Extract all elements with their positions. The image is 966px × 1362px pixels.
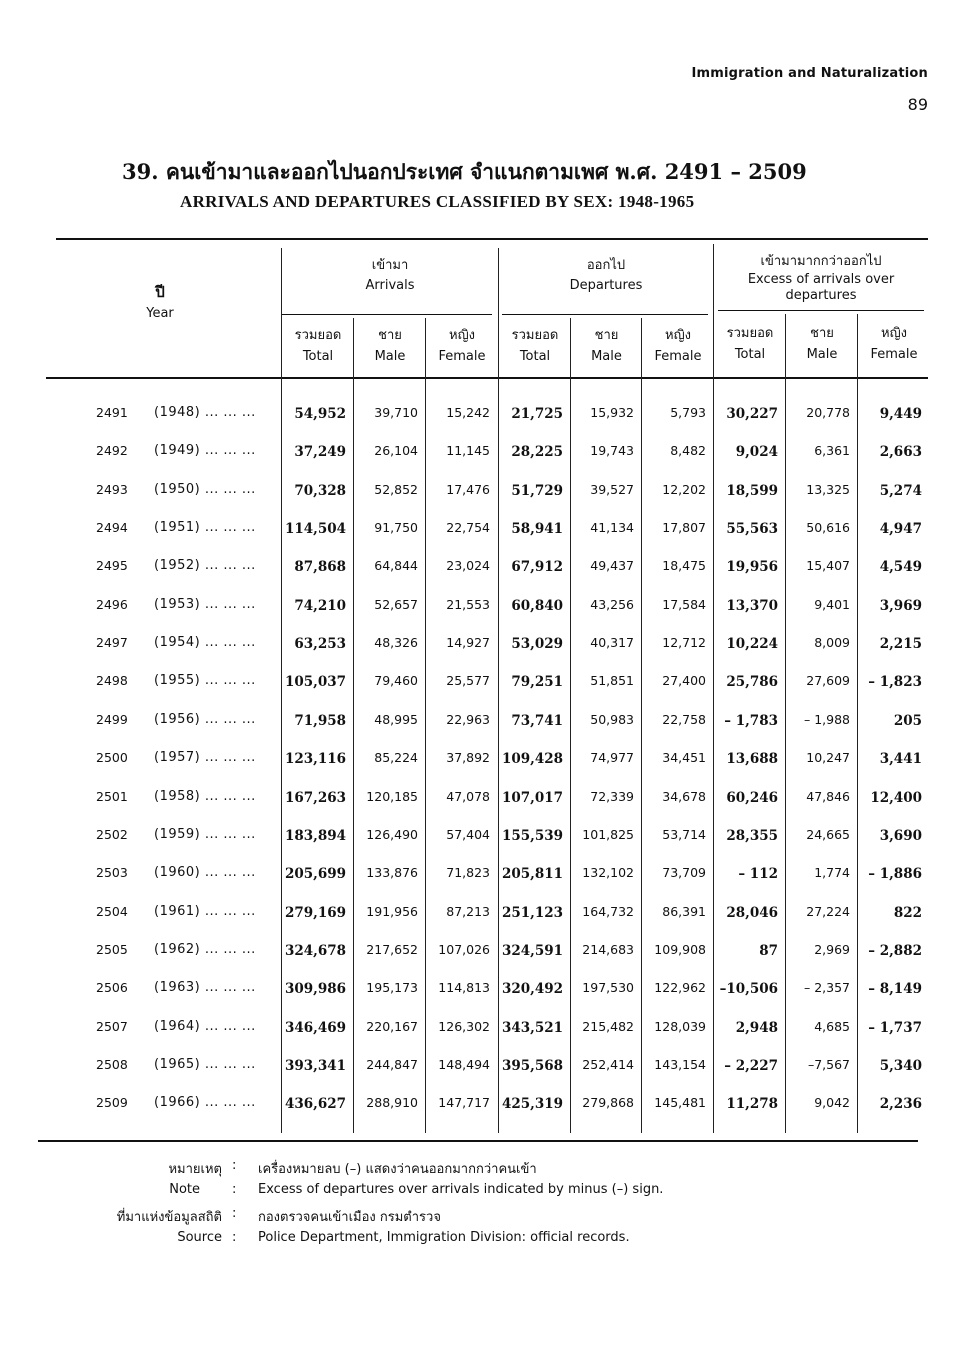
year-buddhist-era: 2495 (96, 558, 128, 574)
year-gregorian: (1950) ... ... ... (154, 481, 256, 497)
cell-dep-total: 320,492 (501, 981, 563, 998)
subheader-english: Female (870, 347, 918, 362)
cell-exc-female: 9,449 (879, 406, 922, 422)
cell-exc-total: 30,227 (726, 406, 778, 422)
year-gregorian: (1965) ... ... ... (154, 1056, 256, 1072)
subheader-thai: หญิง (449, 328, 475, 343)
cell-exc-male: 15,407 (806, 558, 850, 574)
cell-dep-total: 28,225 (511, 444, 563, 461)
cell-exc-female: 2,663 (879, 444, 922, 461)
cell-dep-female: 12,202 (662, 481, 706, 497)
cell-arr-total: 279,169 (284, 904, 346, 921)
cell-exc-female: – 1,823 (868, 674, 922, 691)
cell-exc-total: 28,046 (726, 904, 778, 921)
year-header-english: Year (146, 306, 174, 321)
excess-header-english-1: Excess of arrivals over (747, 272, 895, 287)
arrivals-underline (282, 314, 492, 315)
year-gregorian: (1956) ... ... ... (154, 711, 256, 727)
top-rule (56, 238, 928, 240)
subheader-thai: ชาย (810, 326, 834, 341)
arrivals-header-english: Arrivals (365, 278, 415, 293)
cell-dep-male: 72,339 (590, 788, 634, 804)
subheader-thai: รวมยอด (511, 328, 559, 343)
year-buddhist-era: 2492 (96, 443, 128, 459)
cell-dep-female: 27,400 (662, 673, 706, 689)
cell-exc-total: 2,948 (735, 1019, 778, 1036)
year-buddhist-era: 2494 (96, 520, 128, 536)
excess-total-header (714, 326, 786, 363)
cell-arr-female: 22,754 (446, 520, 490, 536)
table-row (0, 397, 966, 435)
cell-arr-male: 52,852 (374, 481, 418, 497)
cell-arr-total: 393,341 (284, 1057, 346, 1074)
cell-arr-male: 64,844 (374, 558, 418, 574)
cell-exc-female: 5,340 (879, 1057, 922, 1074)
cell-exc-female: 2,236 (879, 1096, 922, 1113)
cell-arr-male: 91,750 (374, 520, 418, 536)
subheader-thai: ชาย (378, 328, 402, 343)
subheader-english: Total (519, 349, 551, 364)
title-thai: 39. คนเข้ามาและออกไปนอกประเทศ จำแนกตามเพศ พ.ศ. 2491 – 2509 (122, 159, 807, 184)
cell-dep-total: 60,840 (511, 597, 563, 614)
cell-arr-male: 244,847 (366, 1056, 418, 1072)
cell-dep-male: 41,134 (590, 520, 634, 536)
cell-dep-male: 215,482 (582, 1018, 634, 1034)
departures-header-english: Departures (569, 278, 643, 293)
cell-exc-female: 4,947 (879, 521, 922, 538)
cell-arr-total: 346,469 (284, 1019, 346, 1036)
cell-arr-male: 217,652 (366, 941, 418, 957)
cell-dep-female: 17,584 (662, 596, 706, 612)
departures-header (499, 258, 713, 294)
cell-arr-female: 147,717 (438, 1095, 490, 1111)
cell-dep-male: 164,732 (582, 903, 634, 919)
year-gregorian: (1957) ... ... ... (154, 750, 256, 766)
cell-arr-male: 26,104 (374, 443, 418, 459)
year-buddhist-era: 2498 (96, 673, 128, 689)
cell-arr-male: 48,326 (374, 635, 418, 651)
cell-arr-female: 23,024 (446, 558, 490, 574)
year-buddhist-era: 2500 (96, 750, 128, 766)
cell-arr-female: 14,927 (446, 635, 490, 651)
year-gregorian: (1959) ... ... ... (154, 826, 256, 842)
arrivals-male-header (354, 328, 426, 365)
table-row (0, 781, 966, 819)
cell-arr-total: 205,699 (284, 866, 346, 883)
cell-exc-female: – 8,149 (868, 981, 922, 998)
cell-exc-male: 6,361 (814, 443, 850, 459)
table-row (0, 550, 966, 588)
cell-dep-female: 34,678 (662, 788, 706, 804)
cell-exc-female: 5,274 (879, 482, 922, 499)
subheader-thai: ชาย (594, 328, 619, 343)
source-text-thai: กองตรวจคนเข้าเมือง กรมตำรวจ (258, 1210, 441, 1225)
cell-dep-female: 109,908 (654, 941, 706, 957)
cell-dep-total: 425,319 (501, 1096, 563, 1113)
cell-dep-total: 79,251 (511, 674, 563, 691)
cell-arr-female: 148,494 (438, 1056, 490, 1072)
cell-dep-total: 155,539 (501, 827, 563, 844)
cell-exc-total: 9,024 (735, 444, 778, 461)
cell-exc-total: 25,786 (726, 674, 778, 691)
cell-dep-female: 143,154 (654, 1056, 706, 1072)
year-gregorian: (1962) ... ... ... (154, 941, 256, 957)
cell-dep-total: 58,941 (511, 521, 563, 538)
cell-dep-total: 21,725 (511, 406, 563, 422)
subheader-english: Male (806, 347, 838, 362)
cell-arr-total: 74,210 (294, 597, 346, 614)
year-gregorian: (1958) ... ... ... (154, 788, 256, 804)
cell-arr-female: 11,145 (446, 443, 490, 459)
cell-exc-male: 13,325 (806, 481, 850, 497)
year-buddhist-era: 2508 (96, 1056, 128, 1072)
cell-exc-female: 2,215 (879, 636, 922, 653)
year-gregorian: (1949) ... ... ... (154, 443, 256, 459)
cell-exc-female: 12,400 (870, 789, 922, 806)
cell-exc-female: 3,441 (879, 751, 922, 768)
source-label: Source (177, 1230, 222, 1245)
year-header-thai: ปี (155, 283, 165, 301)
year-gregorian: (1964) ... ... ... (154, 1018, 256, 1034)
arrivals-female-header (426, 328, 498, 365)
cell-dep-male: 214,683 (582, 941, 634, 957)
cell-dep-female: 34,451 (662, 750, 706, 766)
cell-exc-female: 4,549 (879, 559, 922, 576)
cell-exc-female: – 2,882 (868, 942, 922, 959)
cell-exc-total: 10,224 (726, 636, 778, 653)
cell-dep-total: 53,029 (511, 636, 563, 653)
table-row (0, 704, 966, 742)
cell-arr-total: 436,627 (284, 1096, 346, 1113)
note-text: Excess of departures over arrivals indicated by minus (–) sign. (258, 1182, 664, 1197)
cell-dep-male: 49,437 (590, 558, 634, 574)
cell-dep-male: 15,932 (590, 405, 634, 420)
cell-dep-female: 22,758 (662, 711, 706, 727)
year-gregorian: (1955) ... ... ... (154, 673, 256, 689)
cell-dep-male: 74,977 (590, 750, 634, 766)
cell-exc-total: 28,355 (726, 827, 778, 844)
remark-colon: : (232, 1158, 237, 1173)
cell-arr-male: 39,710 (374, 405, 418, 420)
cell-exc-total: 18,599 (726, 482, 778, 499)
year-buddhist-era: 2503 (96, 865, 128, 881)
cell-dep-total: 251,123 (501, 904, 563, 921)
cell-exc-total: 55,563 (726, 521, 778, 538)
year-gregorian: (1960) ... ... ... (154, 865, 256, 881)
cell-dep-male: 197,530 (582, 980, 634, 996)
cell-dep-total: 324,591 (501, 942, 563, 959)
cell-exc-female: 822 (893, 904, 922, 921)
cell-dep-total: 109,428 (501, 751, 563, 768)
cell-arr-female: 25,577 (446, 673, 490, 689)
cell-arr-female: 114,813 (438, 980, 490, 996)
subheader-english: Female (654, 349, 702, 364)
cell-dep-female: 145,481 (654, 1095, 706, 1111)
cell-arr-total: 37,249 (294, 444, 346, 461)
subheader-english: Total (734, 347, 766, 362)
cell-exc-male: 1,774 (814, 865, 850, 881)
cell-arr-male: 126,490 (366, 826, 418, 842)
cell-arr-total: 70,328 (294, 482, 346, 499)
cell-dep-male: 39,527 (590, 481, 634, 497)
cell-exc-female: – 1,737 (868, 1019, 922, 1036)
cell-arr-female: 15,242 (446, 405, 490, 420)
cell-dep-male: 132,102 (582, 865, 634, 881)
cell-dep-female: 5,793 (670, 405, 706, 420)
cell-dep-female: 128,039 (654, 1018, 706, 1034)
cell-arr-total: 123,116 (284, 751, 346, 768)
year-buddhist-era: 2509 (96, 1095, 128, 1111)
departures-header-thai: ออกไป (586, 258, 626, 273)
source-colon: : (232, 1206, 237, 1221)
table-row (0, 589, 966, 627)
cell-arr-total: 54,952 (294, 406, 346, 422)
cell-arr-male: 48,995 (374, 711, 418, 727)
cell-arr-female: 37,892 (446, 750, 490, 766)
cell-arr-female: 21,553 (446, 596, 490, 612)
excess-header (714, 254, 928, 304)
cell-exc-male: 10,247 (806, 750, 850, 766)
table-row (0, 1049, 966, 1087)
table-row (0, 474, 966, 512)
title-english: ARRIVALS AND DEPARTURES CLASSIFIED BY SEX: 1948-1965 (180, 192, 695, 211)
year-header (130, 284, 190, 322)
cell-arr-total: 114,504 (284, 521, 346, 538)
departures-underline (502, 314, 708, 315)
year-buddhist-era: 2501 (96, 788, 128, 804)
subheader-thai: หญิง (881, 326, 907, 341)
bottom-rule (38, 1140, 918, 1142)
cell-arr-male: 52,657 (374, 596, 418, 612)
cell-exc-male: – 2,357 (803, 980, 850, 996)
arrivals-total-header (282, 328, 354, 365)
arrivals-header-thai: เข้ามา (371, 258, 409, 273)
year-gregorian: (1951) ... ... ... (154, 520, 256, 536)
year-buddhist-era: 2491 (96, 405, 128, 420)
year-gregorian: (1954) ... ... ... (154, 635, 256, 651)
cell-arr-total: 71,958 (294, 712, 346, 729)
cell-exc-male: – 1,988 (803, 711, 850, 727)
year-gregorian: (1963) ... ... ... (154, 980, 256, 996)
cell-arr-male: 133,876 (366, 865, 418, 881)
cell-exc-male: 20,778 (806, 405, 850, 420)
table-row (0, 512, 966, 550)
cell-arr-male: 191,956 (366, 903, 418, 919)
cell-dep-total: 107,017 (501, 789, 563, 806)
cell-dep-female: 17,807 (662, 520, 706, 536)
cell-exc-male: 4,685 (814, 1018, 850, 1034)
running-title: Immigration and Naturalization (691, 66, 928, 81)
year-buddhist-era: 2497 (96, 635, 128, 651)
cell-dep-female: 122,962 (654, 980, 706, 996)
table-row (0, 896, 966, 934)
cell-dep-total: 73,741 (511, 712, 563, 729)
cell-dep-total: 67,912 (511, 559, 563, 576)
year-buddhist-era: 2505 (96, 941, 128, 957)
table-row (0, 742, 966, 780)
cell-arr-female: 87,213 (446, 903, 490, 919)
cell-dep-total: 51,729 (511, 482, 563, 499)
cell-exc-male: 27,224 (806, 903, 850, 919)
page-header (691, 66, 928, 114)
cell-arr-male: 288,910 (366, 1095, 418, 1111)
cell-dep-total: 205,811 (501, 866, 563, 883)
cell-dep-male: 50,983 (590, 711, 634, 727)
cell-arr-female: 47,078 (446, 788, 490, 804)
cell-arr-female: 107,026 (438, 941, 490, 957)
year-buddhist-era: 2493 (96, 481, 128, 497)
remark-text: เครื่องหมายลบ (–) แสดงว่าคนออกมากกว่าคนเข้า (258, 1162, 537, 1177)
year-gregorian: (1952) ... ... ... (154, 558, 256, 574)
table-row (0, 1011, 966, 1049)
cell-arr-total: 324,678 (284, 942, 346, 959)
cell-arr-total: 63,253 (294, 636, 346, 653)
cell-exc-female: 3,690 (879, 827, 922, 844)
excess-header-thai: เข้ามามากกว่าออกไป (760, 254, 882, 269)
cell-dep-total: 395,568 (501, 1057, 563, 1074)
year-buddhist-era: 2502 (96, 826, 128, 842)
cell-exc-total: –10,506 (719, 981, 778, 998)
cell-arr-female: 126,302 (438, 1018, 490, 1034)
cell-exc-male: 2,969 (814, 941, 850, 957)
note-colon: : (232, 1182, 237, 1197)
cell-exc-total: 87 (759, 942, 778, 959)
cell-exc-male: 24,665 (806, 826, 850, 842)
cell-arr-male: 120,185 (366, 788, 418, 804)
cell-exc-total: 19,956 (726, 559, 778, 576)
departures-total-header (499, 328, 571, 365)
cell-arr-male: 85,224 (374, 750, 418, 766)
cell-dep-female: 73,709 (662, 865, 706, 881)
subheader-english: Female (438, 349, 486, 364)
subheader-thai: หญิง (665, 328, 691, 343)
cell-dep-female: 18,475 (662, 558, 706, 574)
source-colon: : (232, 1230, 237, 1245)
cell-arr-male: 220,167 (366, 1018, 418, 1034)
cell-dep-male: 51,851 (590, 673, 634, 689)
cell-dep-male: 252,414 (582, 1056, 634, 1072)
excess-male-header (786, 326, 858, 363)
page-number: 89 (907, 95, 928, 114)
cell-exc-female: 3,969 (879, 597, 922, 614)
year-buddhist-era: 2499 (96, 711, 128, 727)
excess-female-header (858, 326, 930, 363)
table-row (0, 934, 966, 972)
cell-exc-female: – 1,886 (868, 866, 922, 883)
cell-exc-male: –7,567 (807, 1056, 850, 1072)
cell-exc-total: – 112 (738, 866, 778, 883)
subheader-english: Total (302, 349, 334, 364)
departures-male-header (571, 328, 642, 365)
year-buddhist-era: 2507 (96, 1018, 128, 1034)
cell-dep-female: 8,482 (670, 443, 706, 459)
header-bottom-rule (46, 377, 928, 379)
cell-dep-male: 101,825 (582, 826, 634, 842)
table-row (0, 857, 966, 895)
cell-dep-female: 86,391 (662, 903, 706, 919)
table-row (0, 435, 966, 473)
year-gregorian: (1948) ... ... ... (154, 405, 256, 420)
cell-arr-male: 195,173 (366, 980, 418, 996)
cell-exc-male: 9,401 (814, 596, 850, 612)
cell-exc-total: – 2,227 (724, 1057, 778, 1074)
excess-underline (718, 310, 924, 311)
table-row (0, 1087, 966, 1125)
cell-dep-male: 19,743 (590, 443, 634, 459)
cell-exc-male: 8,009 (814, 635, 850, 651)
subheader-english: Male (374, 349, 406, 364)
table-row (0, 665, 966, 703)
year-buddhist-era: 2506 (96, 980, 128, 996)
year-buddhist-era: 2496 (96, 596, 128, 612)
subheader-thai: รวมยอด (726, 326, 774, 341)
cell-dep-male: 40,317 (590, 635, 634, 651)
cell-exc-female: 205 (893, 712, 922, 729)
year-gregorian: (1961) ... ... ... (154, 903, 256, 919)
cell-exc-total: 60,246 (726, 789, 778, 806)
year-gregorian: (1953) ... ... ... (154, 596, 256, 612)
table-row (0, 627, 966, 665)
note-label: Note (169, 1182, 200, 1197)
cell-dep-female: 53,714 (662, 826, 706, 842)
subheader-english: Male (591, 349, 622, 364)
cell-exc-total: 13,370 (726, 597, 778, 614)
subheader-thai: รวมยอด (294, 328, 342, 343)
cell-arr-total: 309,986 (284, 981, 346, 998)
excess-header-english-2: departures (785, 288, 857, 303)
cell-arr-female: 17,476 (446, 481, 490, 497)
cell-exc-male: 50,616 (806, 520, 850, 536)
cell-exc-total: – 1,783 (724, 712, 778, 729)
departures-female-header (642, 328, 714, 365)
cell-arr-female: 22,963 (446, 711, 490, 727)
source-label-thai: ที่มาแห่งข้อมูลสถิติ (116, 1210, 222, 1225)
arrivals-header (282, 258, 498, 294)
cell-arr-total: 183,894 (284, 827, 346, 844)
cell-exc-total: 13,688 (726, 751, 778, 768)
source-text: Police Department, Immigration Division: official records. (258, 1230, 630, 1245)
cell-exc-male: 9,042 (814, 1095, 850, 1111)
cell-exc-male: 27,609 (806, 673, 850, 689)
cell-exc-male: 47,846 (806, 788, 850, 804)
cell-arr-female: 71,823 (446, 865, 490, 881)
cell-arr-total: 105,037 (284, 674, 346, 691)
cell-dep-total: 343,521 (501, 1019, 563, 1036)
cell-arr-total: 87,868 (294, 559, 346, 576)
cell-exc-total: 11,278 (726, 1096, 778, 1113)
cell-dep-male: 279,868 (582, 1095, 634, 1111)
year-buddhist-era: 2504 (96, 903, 128, 919)
remark-label: หมายเหตุ (168, 1162, 222, 1177)
cell-dep-male: 43,256 (590, 596, 634, 612)
cell-arr-male: 79,460 (374, 673, 418, 689)
year-gregorian: (1966) ... ... ... (154, 1095, 256, 1111)
cell-dep-female: 12,712 (662, 635, 706, 651)
table-row (0, 819, 966, 857)
cell-arr-female: 57,404 (446, 826, 490, 842)
table-row (0, 972, 966, 1010)
cell-arr-total: 167,263 (284, 789, 346, 806)
